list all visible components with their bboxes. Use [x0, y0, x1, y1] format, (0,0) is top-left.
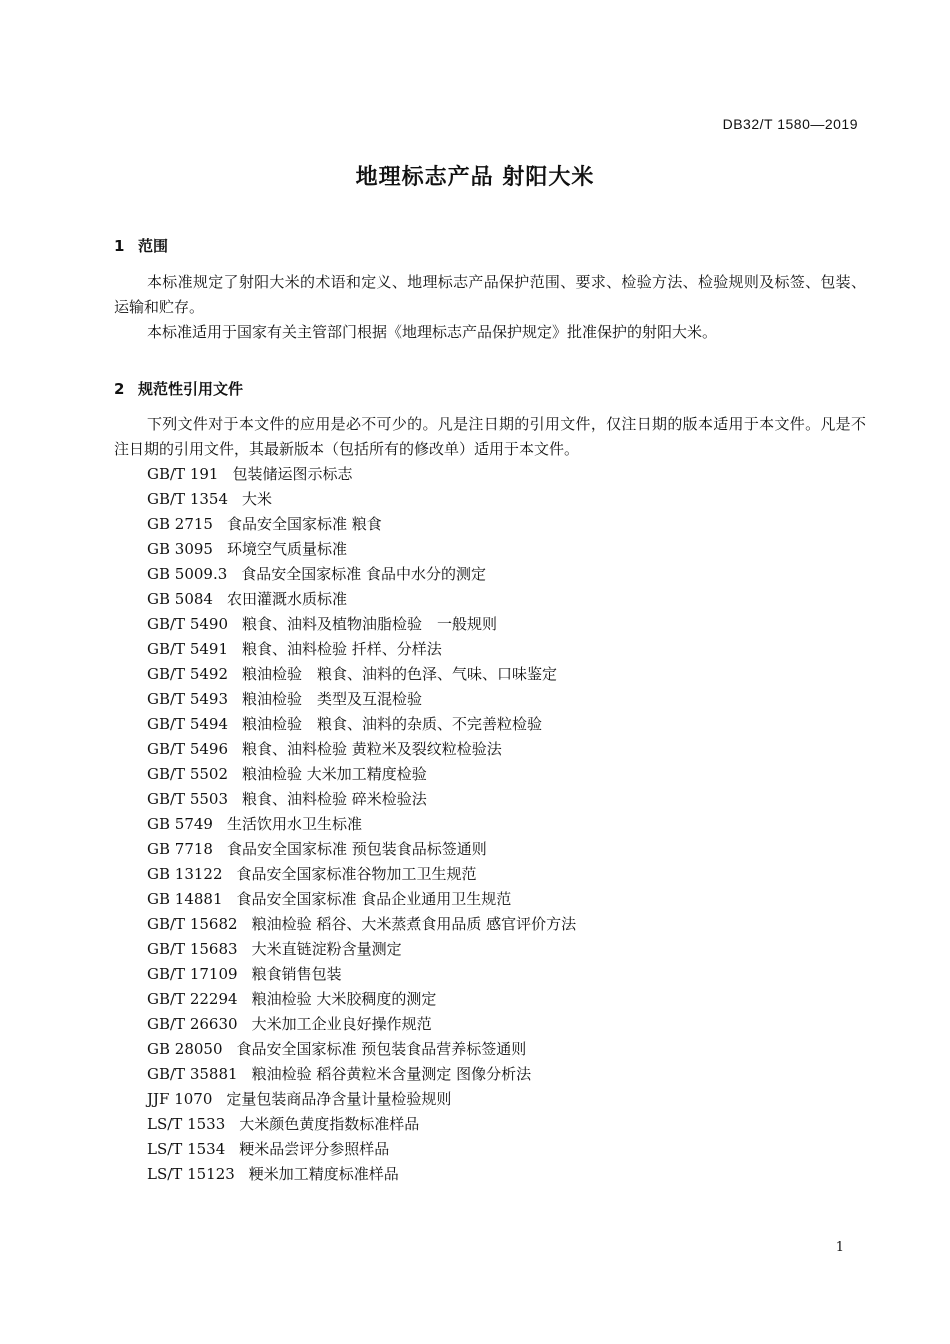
reference-title: 粮食销售包装: [251, 965, 342, 983]
reference-title: 粮食、油料检验 碎米检验法: [242, 790, 427, 808]
reference-title: 粮食、油料及植物油脂检验 一般规则: [242, 615, 498, 633]
document-title: 地理标志产品 射阳大米: [355, 165, 595, 190]
reference-title: 大米加工企业良好操作规范: [251, 1015, 432, 1033]
reference-code: GB 28050: [147, 1040, 223, 1058]
section-number: 2: [114, 380, 125, 398]
section-number: 1: [114, 237, 125, 255]
list-item: [147, 912, 576, 937]
list-item: [147, 637, 576, 662]
reference-title: 大米直链淀粉含量测定: [251, 940, 402, 958]
page-number: 1: [835, 1240, 844, 1255]
reference-title: 食品安全国家标准 食品中水分的测定: [241, 565, 487, 583]
list-item: [147, 762, 576, 787]
reference-title: 农田灌溉水质标准: [226, 590, 347, 608]
reference-code: LS/T 15123: [147, 1165, 235, 1183]
list-item: [147, 887, 576, 912]
reference-title: 大米颜色黄度指数标准样品: [239, 1115, 420, 1133]
reference-code: LS/T 1534: [147, 1140, 226, 1158]
reference-code: GB/T 22294: [147, 990, 238, 1008]
reference-code: GB 2715: [147, 515, 213, 533]
list-item: [147, 812, 576, 837]
list-item: [147, 962, 576, 987]
list-item: [147, 1062, 576, 1087]
list-item: [147, 862, 576, 887]
references-intro: [114, 412, 866, 462]
reference-code: GB/T 5491: [147, 640, 229, 658]
reference-title: 食品安全国家标准谷物加工卫生规范: [236, 865, 477, 883]
scope-paragraphs: [114, 270, 866, 345]
list-item: [147, 737, 576, 762]
reference-code: GB/T 5494: [147, 715, 229, 733]
reference-title: 定量包装商品净含量计量检验规则: [226, 1090, 452, 1108]
reference-code: GB/T 5493: [147, 690, 229, 708]
reference-title: 食品安全国家标准 食品企业通用卫生规范: [236, 890, 512, 908]
reference-title: 粳米加工精度标准样品: [248, 1165, 399, 1183]
reference-code: GB/T 26630: [147, 1015, 238, 1033]
list-item: [147, 1087, 576, 1112]
standard-number: DB32/T 1580—2019: [722, 116, 858, 132]
reference-code: GB/T 5492: [147, 665, 229, 683]
section-heading-scope: [114, 235, 168, 256]
reference-code: GB/T 191: [147, 465, 219, 483]
reference-code: GB/T 15683: [147, 940, 238, 958]
reference-code: GB 14881: [147, 890, 223, 908]
section-heading-normative-references: [114, 378, 243, 399]
list-item: [147, 787, 576, 812]
reference-title: 粮油检验 粮食、油料的杂质、不完善粒检验: [242, 715, 543, 733]
section-title: 范围: [138, 237, 169, 255]
reference-code: GB/T 5503: [147, 790, 229, 808]
list-item: [147, 712, 576, 737]
reference-title: 生活饮用水卫生标准: [226, 815, 362, 833]
reference-code: GB 5749: [147, 815, 213, 833]
list-item: [147, 587, 576, 612]
list-item: [147, 662, 576, 687]
reference-title: 食品安全国家标准 粮食: [226, 515, 382, 533]
reference-code: GB/T 17109: [147, 965, 238, 983]
reference-code: GB/T 5502: [147, 765, 229, 783]
reference-title: 粮食、油料检验 黄粒米及裂纹粒检验法: [242, 740, 502, 758]
paragraph: 下列文件对于本文件的应用是必不可少的。凡是注日期的引用文件，仅注日期的版本适用于本文件。凡是不注日期的引用文件，其最新版本（包括所有的修改单）适用于本文件。: [114, 415, 866, 458]
list-item: [147, 1137, 576, 1162]
list-item: [147, 987, 576, 1012]
list-item: [147, 1112, 576, 1137]
reference-title: 食品安全国家标准 预包装食品营养标签通则: [236, 1040, 527, 1058]
reference-title: 大米: [242, 490, 273, 508]
list-item: [147, 1037, 576, 1062]
reference-title: 环境空气质量标准: [226, 540, 347, 558]
reference-code: GB/T 35881: [147, 1065, 238, 1083]
list-item: [147, 1162, 576, 1187]
reference-title: 粳米品尝评分参照样品: [239, 1140, 390, 1158]
reference-code: JJF 1070: [147, 1090, 213, 1108]
paragraph: 本标准规定了射阳大米的术语和定义、地理标志产品保护范围、要求、检验方法、检验规则及标签、包装、运输和贮存。: [114, 273, 866, 316]
reference-title: 粮油检验 大米胶稠度的测定: [251, 990, 437, 1008]
reference-code: GB 13122: [147, 865, 223, 883]
reference-title: 包装储运图示标志: [232, 465, 353, 483]
reference-code: GB 5009.3: [147, 565, 228, 583]
reference-title: 粮油检验 稻谷黄粒米含量测定 图像分析法: [251, 1065, 532, 1083]
reference-list: [147, 462, 576, 1187]
reference-code: GB/T 15682: [147, 915, 238, 933]
reference-code: GB/T 1354: [147, 490, 229, 508]
list-item: [147, 462, 576, 487]
paragraph: 本标准适用于国家有关主管部门根据《地理标志产品保护规定》批准保护的射阳大米。: [147, 323, 718, 341]
list-item: [147, 537, 576, 562]
section-title: 规范性引用文件: [138, 380, 244, 398]
reference-code: LS/T 1533: [147, 1115, 226, 1133]
reference-title: 粮食、油料检验 扦样、分样法: [242, 640, 442, 658]
reference-code: GB 3095: [147, 540, 213, 558]
reference-title: 粮油检验 稻谷、大米蒸煮食用品质 感官评价方法: [251, 915, 577, 933]
list-item: [147, 612, 576, 637]
reference-code: GB/T 5496: [147, 740, 229, 758]
reference-code: GB 5084: [147, 590, 213, 608]
list-item: [147, 837, 576, 862]
list-item: [147, 937, 576, 962]
list-item: [147, 487, 576, 512]
list-item: [147, 562, 576, 587]
reference-title: 粮油检验 大米加工精度检验: [242, 765, 427, 783]
reference-code: GB/T 5490: [147, 615, 229, 633]
reference-title: 粮油检验 类型及互混检验: [242, 690, 423, 708]
reference-title: 食品安全国家标准 预包装食品标签通则: [226, 840, 487, 858]
reference-code: GB 7718: [147, 840, 213, 858]
list-item: [147, 687, 576, 712]
list-item: [147, 512, 576, 537]
list-item: [147, 1012, 576, 1037]
reference-title: 粮油检验 粮食、油料的色泽、气味、口味鉴定: [242, 665, 558, 683]
